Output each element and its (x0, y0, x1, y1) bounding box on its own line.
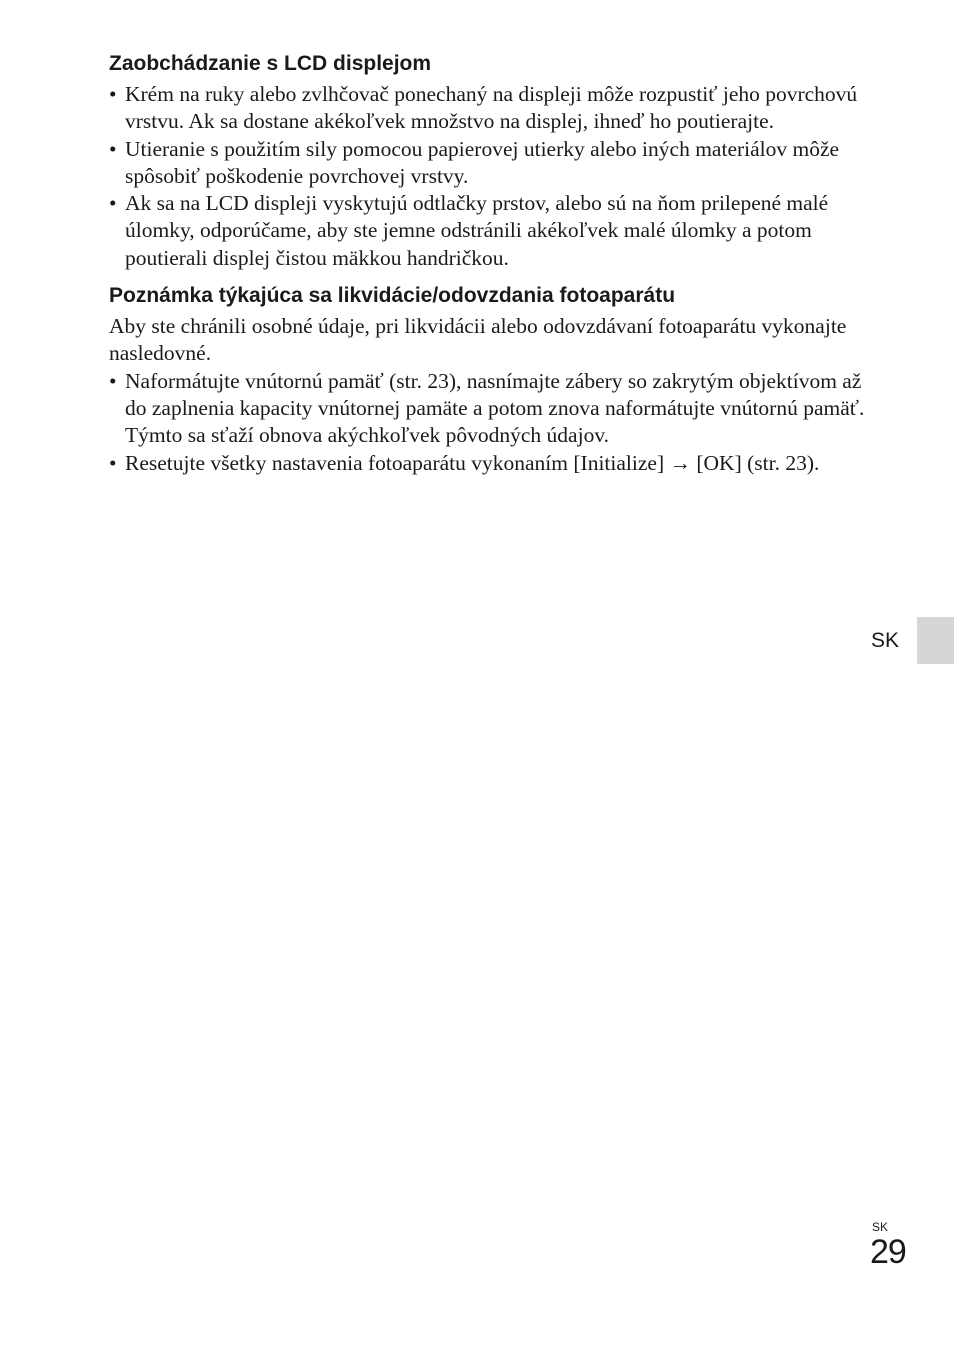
bullet-list (109, 81, 869, 272)
language-tab-label: SK (871, 629, 900, 652)
footer-language: SK (872, 1220, 889, 1234)
bullet-item: • Krém na ruky alebo zvlhčovač ponechaný na displeji môže rozpustiť jeho povrchovú vrstvu. Ak sa dostane akékoľvek množstvo na displej, ihneď ho poutierajte. (109, 81, 869, 136)
bullet-item: • Ak sa na LCD displeji vyskytujú odtlačky prstov, alebo sú na ňom prilepené malé úlomky, odporúčame, aby ste jemne odstránili akékoľvek malé úlomky a potom poutierali displej čistou mäkkou handričkou. (109, 190, 869, 272)
page-number: 29 (870, 1233, 906, 1271)
language-tab-marker (917, 617, 954, 664)
bullet-list (109, 368, 869, 477)
bullet-item: • Resetujte všetky nastavenia fotoaparátu vykonaním [Initialize] → [OK] (str. 23). (109, 450, 869, 477)
bullet-item: • Naformátujte vnútornú pamäť (str. 23), nasnímajte zábery so zakrytým objektívom až do zaplnenia kapacity vnútornej pamäte a potom znova naformátujte vnútornú pamäť. Týmto sa sťaží obnova akýchkoľvek pôvodných údajov. (109, 368, 869, 450)
page-content (109, 50, 869, 477)
section-heading: Zaobchádzanie s LCD displejom (109, 52, 432, 75)
section-heading: Poznámka týkajúca sa likvidácie/odovzdania fotoaparátu (109, 284, 676, 308)
section-intro: Aby ste chránili osobné údaje, pri likvidácii alebo odovzdávaní fotoaparátu vykonajte nasledovné. (109, 314, 847, 366)
bullet-item: • Utieranie s použitím sily pomocou papierovej utierky alebo iných materiálov môže spôsobiť poškodenie povrchovej vrstvy. (109, 136, 869, 191)
section-lcd-display (109, 50, 869, 272)
section-disposal (109, 282, 869, 477)
